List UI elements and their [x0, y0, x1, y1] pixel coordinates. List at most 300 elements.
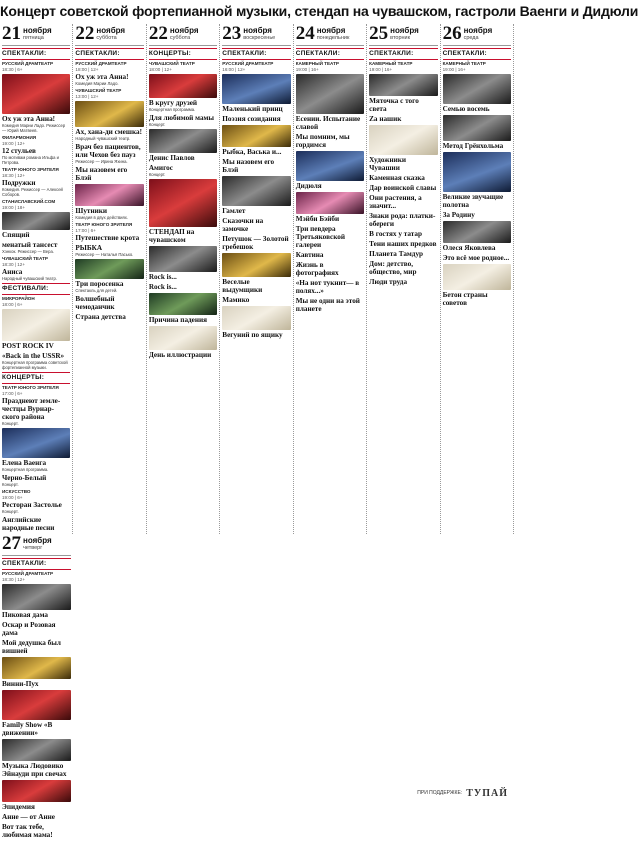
event-item[interactable]: [149, 179, 217, 244]
event-item[interactable]: [2, 256, 70, 281]
event-title: Музыка Людовико Эйнауди при свечах: [2, 762, 67, 778]
event-title: Вегуний по ящику: [222, 331, 283, 339]
event-venue: ФИЛАРМОНИЯ: [2, 135, 37, 140]
event-time: 18:30 | 6+: [2, 66, 23, 72]
event-photo: [296, 192, 364, 214]
event-photo: [443, 74, 511, 104]
event-venue: ИСКУССТВО: [2, 489, 31, 494]
event-photo: [443, 221, 511, 243]
day-header: [296, 24, 364, 46]
event-title: Амигос: [148, 164, 173, 172]
event-title: Жизнь в фотографиях: [295, 261, 339, 277]
event-venue: РУССКИЙ ДРАМТЕАТР: [2, 571, 54, 576]
event-title: Это всё мое родное...: [442, 254, 510, 262]
event-item[interactable]: [222, 158, 290, 174]
event-title: Оскар и Розовая дама: [2, 621, 56, 637]
event-title: Za нашик: [369, 115, 402, 123]
event-title: Мой дедушка был вишней: [2, 639, 61, 655]
event-item[interactable]: [2, 199, 70, 239]
event-title: Дом: детство, общество, мир: [369, 260, 417, 276]
event-item[interactable]: [75, 184, 143, 220]
section-title: СПЕКТАКЛИ:: [75, 48, 143, 60]
event-photo: [443, 264, 511, 290]
event-title: РЫБКА: [75, 244, 103, 252]
day-meta: [96, 24, 125, 42]
event-photo: [149, 129, 217, 153]
day-month: ноября: [316, 26, 346, 35]
day-number: 22: [148, 23, 168, 44]
event-description: Хэнкок. Режиссер — Вера.: [2, 249, 54, 254]
event-item[interactable]: [2, 813, 71, 821]
event-title: Врач без пациентов, или Чехов без пауз: [75, 143, 141, 159]
event-title: Люди труда: [369, 278, 408, 286]
event-venue: ТЕАТР ЮНОГО ЗРИТЕЛЯ: [75, 222, 133, 227]
event-item[interactable]: [149, 61, 217, 112]
event-title: Дар воинской славы: [369, 184, 437, 192]
event-title: Страна детства: [75, 313, 126, 321]
day-weekday: суббота: [96, 35, 117, 41]
event-time: 19:00 | 16+: [442, 66, 466, 72]
event-title: Мэйби Бэйби: [295, 215, 340, 223]
event-title: Ах, хана-ди смешка!: [75, 128, 142, 136]
event-item[interactable]: [2, 516, 70, 532]
event-title: Мы назовем его Блэй: [75, 166, 128, 182]
event-item[interactable]: [222, 217, 290, 233]
day-month: ноября: [23, 536, 52, 545]
event-venue: РУССКИЙ ДРАМТЕАТР: [2, 61, 54, 66]
section-title: СПЕКТАКЛИ:: [2, 558, 71, 570]
event-title: Мы назовем его Блэй: [222, 158, 275, 174]
event-item[interactable]: [443, 115, 511, 150]
event-item[interactable]: [296, 225, 364, 249]
event-title: Елена Ваенга: [2, 459, 47, 467]
event-title: POST ROCK IV: [2, 342, 54, 350]
day-weekday: среда: [463, 35, 479, 41]
event-item[interactable]: [75, 61, 143, 86]
event-item[interactable]: [443, 211, 511, 219]
event-time: 18:30 | 12+: [2, 576, 26, 582]
event-title: Аниса: [2, 268, 23, 276]
event-photo: [2, 584, 71, 610]
day-column: [441, 24, 514, 534]
day-number: 25: [369, 23, 389, 44]
event-time: 18:00 | 12+: [148, 66, 172, 72]
event-item[interactable]: [222, 306, 290, 339]
event-item[interactable]: [369, 184, 437, 192]
event-venue: РУССКИЙ ДРАМТЕАТР: [75, 61, 127, 66]
event-item[interactable]: [369, 61, 437, 113]
event-item[interactable]: [369, 240, 437, 248]
day-weekday: пятница: [23, 35, 44, 41]
event-item[interactable]: [75, 143, 143, 164]
event-item[interactable]: [222, 115, 290, 123]
event-item[interactable]: [2, 296, 70, 350]
day-meta: [170, 24, 199, 42]
event-photo: [2, 690, 71, 720]
event-title: Для любимой мамы: [148, 114, 215, 122]
event-title: Денис Павлов: [148, 154, 195, 162]
event-title: Вот так тебе, любимая мама!: [2, 823, 53, 839]
day-header: [149, 24, 217, 46]
event-photo: [2, 212, 70, 230]
event-title: Великие звучащие полотна: [442, 193, 504, 209]
event-title: Дидюля: [295, 182, 322, 190]
event-item[interactable]: [222, 253, 290, 294]
event-description: Концертная программа советской фортепианной музыки.: [2, 360, 68, 370]
day-column: [367, 24, 440, 534]
event-title: Сказочки на замочке: [222, 217, 264, 233]
event-title: Они растения, а значит...: [369, 194, 422, 210]
event-description: Режиссер — Ирина Яхина.: [75, 159, 128, 164]
event-title: Три певдера Третьяковской галереи: [295, 225, 346, 249]
event-item[interactable]: [296, 61, 364, 131]
event-item[interactable]: [2, 61, 70, 133]
section-title: СПЕКТАКЛИ:: [222, 48, 290, 60]
event-title: Эпидемия: [2, 803, 35, 811]
day-number: 24: [295, 23, 315, 44]
day-month: ноября: [23, 26, 52, 35]
event-title: Три поросенка: [75, 280, 124, 288]
event-item[interactable]: [222, 61, 290, 113]
day-month: ноября: [463, 26, 493, 35]
event-item[interactable]: [75, 313, 143, 321]
event-title: В гостях у татар: [369, 230, 422, 238]
event-title: Знаки рода: платки-обереги: [369, 212, 436, 228]
event-title: Художники Чувашии: [369, 156, 407, 172]
event-photo: [369, 125, 437, 155]
event-item[interactable]: [369, 250, 437, 258]
day-column: [73, 24, 146, 534]
day-meta: [464, 24, 493, 42]
event-title: Маленький принц: [222, 105, 283, 113]
event-description: По мотивам романа Ильфа и Петрова.: [2, 155, 60, 165]
event-time: 18:30 | 12+: [2, 261, 26, 267]
day-meta: [390, 24, 419, 42]
day-meta: [23, 534, 52, 552]
day-month: ноября: [390, 26, 419, 35]
day-number: 22: [75, 23, 95, 44]
event-photo: [149, 74, 217, 98]
event-item[interactable]: [75, 222, 143, 242]
event-description: Концерт.: [2, 421, 19, 426]
event-item[interactable]: [222, 235, 290, 251]
event-item[interactable]: [2, 352, 70, 370]
event-description: Комедия. Режиссер — Алексей Соборов.: [2, 187, 63, 197]
event-item[interactable]: [369, 115, 437, 123]
event-photo: [149, 326, 217, 350]
event-photo: [149, 246, 217, 272]
day-column: [294, 24, 367, 534]
event-title: менатый тансест: [2, 241, 58, 249]
event-item[interactable]: [149, 246, 217, 281]
day-month: ноября: [96, 26, 126, 35]
event-time: 16:00 | 12+: [222, 66, 246, 72]
event-title: Метод Грёнхольма: [442, 142, 504, 150]
event-photo: [75, 259, 143, 279]
event-photo: [222, 306, 290, 330]
event-item[interactable]: [2, 639, 71, 655]
event-item[interactable]: [75, 244, 143, 257]
section-title: ФЕСТИВАЛИ:: [2, 283, 70, 295]
event-title: За Родину: [442, 211, 475, 219]
event-title: Поэзия созидания: [222, 115, 281, 123]
event-item[interactable]: [443, 152, 511, 209]
event-time: 18:00 | 6+: [2, 301, 23, 307]
event-item[interactable]: [2, 241, 70, 254]
event-description: Народный чувашский театр.: [2, 276, 57, 281]
day-meta: [317, 24, 350, 42]
event-title: Подружки: [2, 179, 36, 187]
day-header: [75, 24, 143, 46]
event-description: Спектакль для детей.: [75, 288, 118, 293]
event-venue: КАМЕРНЫЙ ТЕАТР: [369, 61, 413, 66]
event-photo: [75, 101, 143, 127]
event-item[interactable]: [296, 279, 364, 295]
event-title: 12 стульев: [2, 147, 36, 155]
day-weekday: воскресенье: [243, 35, 276, 41]
event-title: «Back in the USSR»: [2, 352, 65, 360]
event-item[interactable]: [149, 283, 217, 291]
day-weekday: понедельник: [316, 35, 350, 41]
event-title: Тени наших предков: [369, 240, 437, 248]
event-description: Комедия Марии Ладо.: [75, 81, 119, 86]
page-headline: Концерт советской фортепианной музыки, стендап на чувашском, гастроли Ваенги и Дидюли: [0, 3, 638, 19]
event-title: СТЕНДАП на чувашском: [148, 228, 195, 244]
event-item[interactable]: [149, 164, 217, 177]
event-time: 19:00 | 16+: [295, 66, 319, 72]
event-title: Есении. Испытание славой: [295, 115, 361, 131]
event-item[interactable]: [75, 88, 143, 141]
event-item[interactable]: [369, 125, 437, 172]
day-header: [369, 24, 437, 46]
day-weekday: четверг: [23, 545, 43, 551]
event-item[interactable]: [443, 254, 511, 262]
event-title: Гамлет: [222, 207, 246, 215]
event-title: «На нот тукнит— в полях...»: [295, 279, 360, 295]
day-weekday: суббота: [169, 35, 191, 41]
event-time: 17:00 | 6+: [2, 390, 23, 396]
event-title: Винни-Пух: [2, 680, 39, 688]
event-photo: [2, 739, 71, 761]
event-title: Рыбка, Васька и...: [222, 148, 282, 156]
day-number: 23: [222, 23, 242, 44]
footer: [0, 786, 514, 800]
event-item[interactable]: [369, 230, 437, 238]
event-photo: [443, 152, 511, 192]
event-title: Семью восемь: [442, 105, 490, 113]
event-venue: ЧУВАШСКИЙ ТЕАТР: [2, 256, 48, 261]
day-column: [0, 24, 73, 534]
event-photo: [369, 74, 437, 96]
day-month: ноября: [169, 26, 199, 35]
event-time: 19:00 | 18+: [2, 204, 26, 210]
event-time: 17:00 | 6+: [75, 227, 96, 233]
section-title: СПЕКТАКЛИ:: [2, 48, 70, 60]
event-title: Мамико: [222, 296, 250, 304]
event-time: 18:30 | 12+: [2, 172, 26, 178]
event-item[interactable]: [369, 174, 437, 182]
event-description: Концерт.: [2, 509, 19, 514]
day-header: [2, 534, 71, 556]
event-photo: [296, 151, 364, 181]
event-item[interactable]: [369, 260, 437, 276]
section-title: СПЕКТАКЛИ:: [369, 48, 437, 60]
event-item[interactable]: [296, 151, 364, 190]
event-item[interactable]: [296, 251, 364, 259]
event-item[interactable]: [2, 489, 70, 514]
event-item[interactable]: [296, 133, 364, 149]
event-item[interactable]: [222, 176, 290, 215]
section-title: СПЕКТАКЛИ:: [443, 48, 511, 60]
event-photo: [149, 179, 217, 227]
event-item[interactable]: [222, 296, 290, 304]
event-title: Английские народные песни: [2, 516, 55, 532]
event-title: В кругу друзей: [148, 99, 198, 107]
day-number: 26: [442, 23, 462, 44]
event-title: Черно-Белый: [2, 474, 47, 482]
section-title: КОНЦЕРТЫ:: [149, 48, 217, 60]
event-time: 19:00 | 6+: [2, 494, 23, 500]
event-description: Концерт.: [148, 122, 166, 127]
event-item[interactable]: [369, 278, 437, 286]
event-item[interactable]: [369, 194, 437, 210]
event-photo: [2, 428, 70, 458]
event-photo: [222, 253, 290, 277]
event-item[interactable]: [2, 621, 71, 637]
event-title: Ох уж эта Анна!: [2, 115, 56, 123]
event-title: Rock is...: [148, 273, 177, 281]
event-photo: [222, 125, 290, 147]
event-item[interactable]: [2, 690, 71, 737]
event-photo: [443, 115, 511, 141]
day-number: 21: [2, 23, 21, 44]
event-description: Концертная программа.: [148, 107, 196, 112]
event-title: Мы помним, мы гордимся: [295, 133, 350, 149]
event-photo: [149, 293, 217, 315]
day-header: [443, 24, 511, 46]
event-description: Народный чувашский театр.: [75, 136, 131, 141]
event-title: Празднеют земле-честцы Вурнар-ского района: [2, 397, 61, 421]
event-time: 19:00 | 12+: [2, 140, 26, 146]
event-title: Ох уж эта Анна!: [75, 73, 129, 81]
event-title: Анне — от Анне: [2, 813, 55, 821]
event-venue: ЧУВАШСКИЙ ТЕАТР: [148, 61, 195, 66]
day-header: [2, 24, 70, 46]
event-venue: ТЕАТР ЮНОГО ЗРИТЕЛЯ: [2, 385, 59, 390]
event-description: Концерт.: [148, 172, 166, 177]
section-title: СПЕКТАКЛИ:: [296, 48, 364, 60]
event-title: День иллюстрации: [148, 351, 212, 359]
event-photo: [296, 74, 364, 114]
event-item[interactable]: [2, 657, 71, 688]
event-item[interactable]: [296, 261, 364, 277]
event-title: Каменная сказка: [369, 174, 425, 182]
event-item[interactable]: [443, 61, 511, 113]
event-description: Комедия Марии Ладо. Режиссер — Юрий Матвеев.: [2, 123, 66, 133]
event-item[interactable]: [2, 135, 70, 165]
section-title: КОНЦЕРТЫ:: [2, 372, 70, 384]
event-title: Веселые выдумщики: [222, 278, 263, 294]
event-title: Мяточка с того света: [369, 97, 419, 113]
event-description: Комедия в двух действиях.: [75, 215, 129, 220]
event-venue: СТАНИСЛАВСКИЙ.COM: [2, 199, 56, 204]
event-item[interactable]: [2, 428, 70, 472]
event-photo: [222, 74, 290, 104]
event-item[interactable]: [443, 221, 511, 252]
event-title: Причина падения: [148, 316, 208, 324]
event-title: Спящий: [2, 231, 30, 239]
event-item[interactable]: [2, 167, 70, 197]
event-item[interactable]: [149, 129, 217, 162]
event-venue: КАМЕРНЫЙ ТЕАТР: [442, 61, 486, 66]
event-description: Режиссер — Наталья Пасько.: [75, 252, 134, 257]
event-item[interactable]: [149, 326, 217, 359]
event-title: Планета Тамдур: [369, 250, 424, 258]
event-venue: РУССКИЙ ДРАМТЕАТР: [222, 61, 274, 66]
event-photo: [2, 657, 71, 679]
day-header: [222, 24, 290, 46]
event-title: Ресторан Застолье: [2, 501, 62, 509]
event-item[interactable]: [149, 293, 217, 324]
day-weekday: вторник: [390, 35, 411, 41]
event-item[interactable]: [296, 297, 364, 313]
event-item[interactable]: [2, 474, 70, 487]
event-description: Концерт.: [2, 482, 19, 487]
event-title: Пиковая дама: [2, 611, 49, 619]
event-title: Rock is...: [148, 283, 177, 291]
day-number: 27: [2, 533, 21, 554]
event-item[interactable]: [75, 295, 143, 311]
day-column: [220, 24, 293, 534]
event-photo: [2, 74, 70, 114]
event-item[interactable]: [2, 571, 71, 619]
event-time: 18:00 | 12+: [75, 66, 99, 72]
event-item[interactable]: [2, 823, 71, 839]
event-item[interactable]: [296, 192, 364, 223]
day-meta: [243, 24, 275, 42]
event-title: Олеся Яковлева: [442, 244, 496, 252]
event-item[interactable]: [75, 259, 143, 293]
day-meta: [23, 24, 52, 42]
event-time: 19:00 | 16+: [369, 66, 393, 72]
event-title: Шутники: [75, 207, 108, 215]
day-month: ноября: [243, 26, 272, 35]
event-item[interactable]: [369, 212, 437, 228]
event-item[interactable]: [75, 166, 143, 182]
event-title: Мы не одни на этой планете: [295, 297, 360, 313]
event-item[interactable]: [2, 385, 70, 426]
event-venue: ТЕАТР ЮНОГО ЗРИТЕЛЯ: [2, 167, 59, 172]
event-item[interactable]: [2, 739, 71, 778]
footer-support-label: ПРИ ПОДДЕРЖКЕ:: [417, 790, 463, 796]
event-venue: КАМЕРНЫЙ ТЕАТР: [295, 61, 340, 66]
event-item[interactable]: [443, 264, 511, 307]
event-title: Путешествие крота: [75, 234, 140, 242]
event-photo: [2, 309, 70, 341]
event-item[interactable]: [149, 114, 217, 127]
event-item[interactable]: [222, 125, 290, 156]
event-photo: [75, 184, 143, 206]
event-venue: МИКРОРАЙОН: [2, 296, 35, 301]
event-venue: ЧУВАШСКИЙ ТЕАТР: [75, 88, 122, 93]
event-photo: [222, 176, 290, 206]
event-description: Концертная программа.: [2, 467, 49, 472]
day-column: [147, 24, 220, 534]
event-title: Бетон страны советов: [442, 291, 488, 307]
event-time: 13:00 | 12+: [75, 93, 99, 99]
event-title: Кавтина: [295, 251, 324, 259]
event-title: Петушок — Золотой гребешок: [222, 235, 289, 251]
